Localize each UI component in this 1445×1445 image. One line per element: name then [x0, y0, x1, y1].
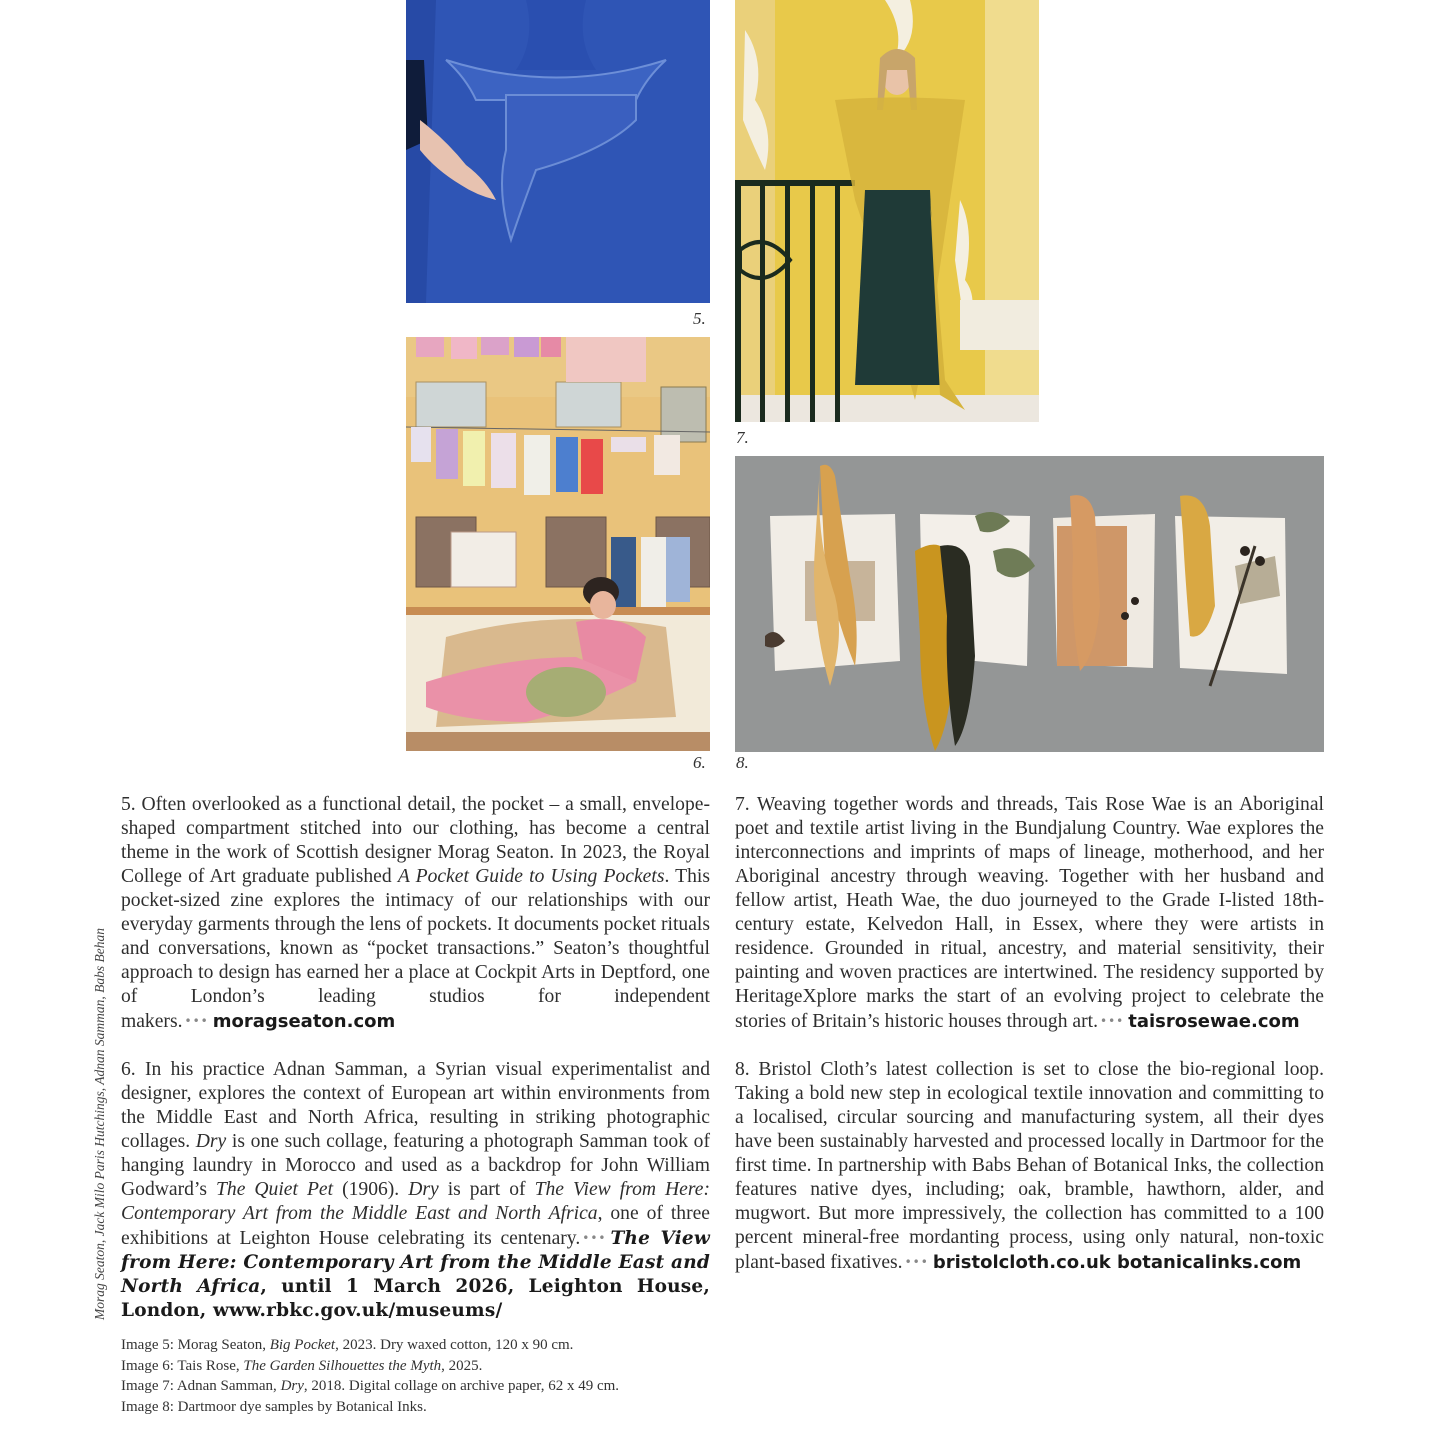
photo-credit: Morag Seaton, Jack Milo Paris Hutchings, Adnan Samman, Babs Behan	[92, 928, 107, 1320]
figure-5-number: 5.	[693, 309, 706, 328]
bullet-dots: •••	[1099, 1014, 1125, 1028]
figure-6-image	[406, 337, 710, 751]
column-right	[735, 793, 1324, 1299]
figure-6-number: 6.	[693, 753, 706, 772]
image-captions	[121, 1335, 721, 1417]
figure-7-number: 7.	[736, 428, 749, 447]
bullet-dots: •••	[904, 1255, 929, 1269]
exhibition-title: The View from Here: Contemporary Art from the Middle East and North Africa	[121, 1228, 710, 1297]
paragraph-6: 6. In his practice Adnan Samman, a Syrian visual experimentalist and designer, explores the context of European art within environments from the Middle East and North Africa, resulting in striking photographic collages. Dry is one such collage, featuring a photograph Samman took of hanging laundry in Morocco and used as a backdrop for John William Godward’s The Quiet Pet (1906). Dry is part of The View from Here: Contemporary Art from the Middle East and North Africa, one of three exhibitions at Leighton House celebrating its centenary. ••• The View from Here: Contemporary Art from the Middle East and North Africa, until 1 March 2026, Leighton House, London, www.rbkc.gov.uk/museums/	[121, 1059, 710, 1321]
paragraph-8: 8. Bristol Cloth’s latest collection is set to close the bio-regional loop. Taking a bold new step in ecological textile innovation and committing to a localised, circular sourcing and manufacturing system, all their dyes have been sustainably harvested and processed locally in Dartmoor for the first time. In partnership with Babs Behan of Botanical Inks, the collection features native dyes, including; oak, bramble, hawthorn, alder, and mugwort. But more impressively, the collection has committed to a 100 percent mineral-free mordanting process, using only natural, non-toxic plant-based fixatives. ••• bristolcloth.co.uk botanicalinks.com	[735, 1059, 1324, 1273]
link-moragseaton[interactable]: moragseaton.com	[212, 1011, 396, 1032]
caption-8: Image 8: Dartmoor dye samples by Botanical Inks.	[121, 1398, 427, 1415]
caption-5: Image 5: Morag Seaton, Big Pocket, 2023. Dry waxed cotton, 120 x 90 cm.	[121, 1337, 574, 1353]
exhibition-link[interactable]: , until 1 March 2026, Leighton House, London, www.rbkc.gov.uk/museums/	[121, 1276, 710, 1321]
paragraph-7: 7. Weaving together words and threads, Tais Rose Wae is an Aboriginal poet and textile artist living in the Bundjalung Country. Wae explores the interconnections and imprints of maps of lineage, motherhood, and her Aboriginal ancestry through weaving. Together with her husband and fellow artist, Heath Wae, the duo journeyed to the Grade I-listed 18th-century estate, Kelvedon Hall, in Essex, where they were artists in residence. Grounded in ritual, ancestry, and material sensitivity, their painting and woven practices are intertwined. The residency supported by HeritageXplore marks the start of an evolving project to celebrate the stories of Britain’s historic houses through art. ••• taisrosewae.com	[735, 794, 1324, 1032]
link-taisrosewae[interactable]: taisrosewae.com	[1128, 1011, 1300, 1032]
figure-7-image	[735, 0, 1039, 422]
figure-8-image	[735, 456, 1324, 752]
paragraph-5: 5. Often overlooked as a functional detail, the pocket – a small, envelope-shaped compartment stitched into our clothing, has become a central theme in the work of Scottish designer Morag Seaton. In 2023, the Royal College of Art graduate published A Pocket Guide to Using Pockets. This pocket-sized zine explores the intimacy of our relationships with our everyday garments through the lens of pockets. It documents pocket rituals and conversations, known as “pocket transactions.” Seaton’s thoughtful approach to design has earned her a place at Cockpit Arts in Deptford, one of London’s leading studios for independent makers. ••• moragseaton.com	[121, 794, 711, 1032]
figure-5-image	[406, 0, 710, 303]
link-bristolcloth[interactable]: bristolcloth.co.uk botanicalinks.com	[932, 1252, 1302, 1273]
caption-7: Image 7: Adnan Samman, Dry, 2018. Digital collage on archive paper, 62 x 49 cm.	[121, 1378, 620, 1394]
figure-8-number: 8.	[736, 753, 749, 772]
bullet-dots: •••	[184, 1014, 209, 1028]
caption-6: Image 6: Tais Rose, The Garden Silhouettes the Myth, 2025.	[121, 1357, 483, 1374]
bullet-dots: •••	[582, 1231, 607, 1245]
column-left	[121, 793, 710, 1347]
